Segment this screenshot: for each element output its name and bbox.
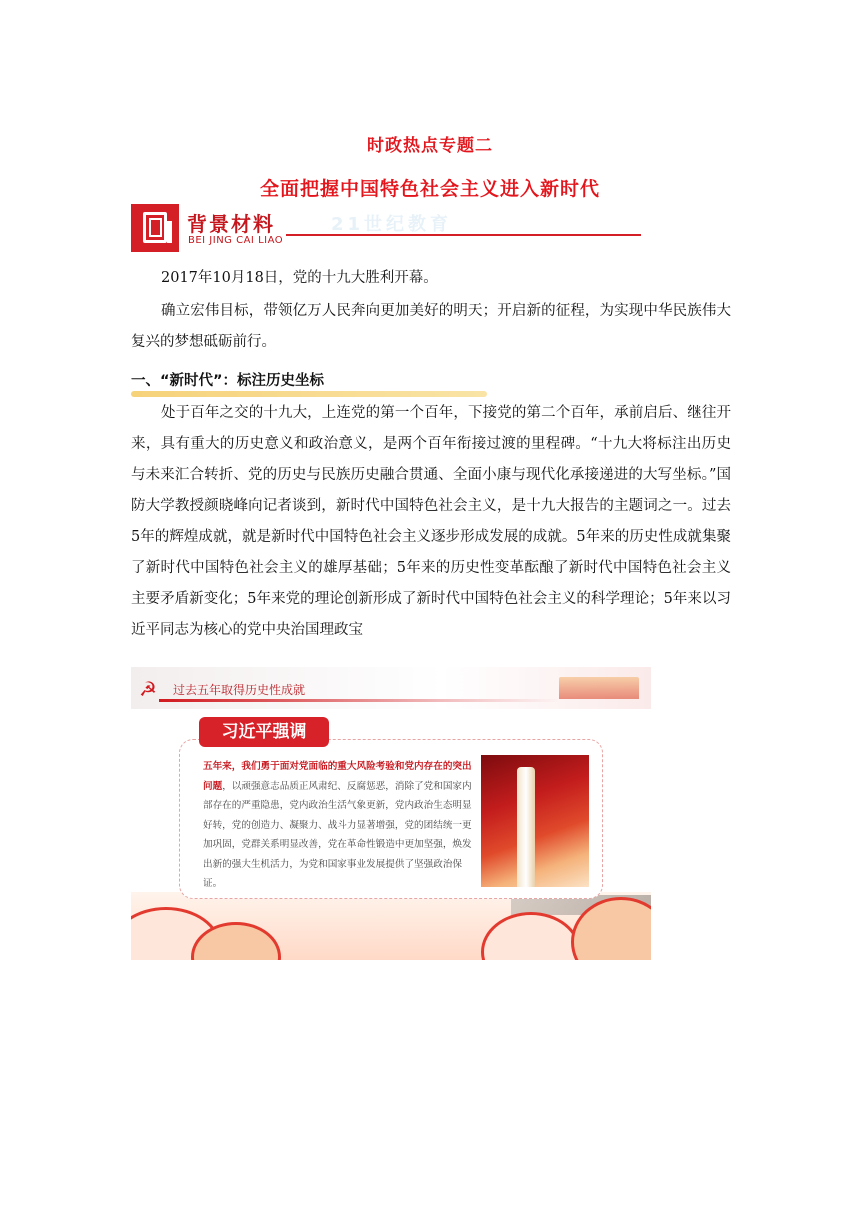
slide-title: 过去五年取得历史性成就 <box>173 683 306 697</box>
slide-title-line <box>159 699 559 702</box>
section-underline <box>131 391 487 397</box>
paragraph-1: 2017年10月18日，党的十九大胜利开幕。 <box>161 270 438 286</box>
document-icon <box>131 204 179 252</box>
slide-image <box>131 667 651 960</box>
huabiao-pillar-icon <box>517 767 535 887</box>
tiananmen-icon <box>559 677 639 699</box>
quote-highlight: 五年来，我们勇于面对党面临的重大风险考验和党内存在的突出问题 <box>203 761 472 792</box>
quote-text <box>203 757 475 894</box>
banner-label-en: BEI JING CAI LIAO <box>188 235 284 246</box>
quote-body: ，以顽强意志品质正风肃纪、反腐惩恶，消除了党和国家内部存在的严重隐患，党内政治生活气象更新，党内政治生态明显好转，党的创造力、凝聚力、战斗力显著增强，党的团结统一更加巩固，党群关系明显改善，党在革命性锻造中更加坚强，焕发出新的强大生机活力，为党和国家事业发展提供了坚强政治保证。 <box>203 780 472 889</box>
doc-title: 时政热点专题二 <box>367 136 493 156</box>
doc-subtitle: 全面把握中国特色社会主义进入新时代 <box>259 178 600 200</box>
section-heading: 一、“新时代”：标注历史坐标 <box>131 373 325 389</box>
background-material-banner <box>131 204 641 252</box>
quote-badge: 习近平强调 <box>199 717 329 747</box>
paragraph-2: 确立宏伟目标，带领亿万人民奔向更加美好的明天；开启新的征程，为实现中华民族伟大复兴的梦想砥砺前行。 <box>131 303 731 350</box>
hammer-sickle-icon: ☭ <box>139 677 157 701</box>
banner-label-cn: 背景材料 <box>187 212 275 236</box>
huabiao-photo <box>481 755 589 887</box>
banner-watermark: 21世纪教育 <box>331 214 453 235</box>
paragraph-3: 处于百年之交的十九大，上连党的第一个百年，下接党的第二个百年，承前启后、继往开来，具有重大的历史意义和政治意义，是两个百年衔接过渡的里程碑。“十九大将标注出历史与未来汇合转折、党的历史与民族历史融合贯通、全面小康与现代化承接递进的大写坐标。”国防大学教授颜晓峰向记者谈到，新时代中国特色社会主义，是十九大报告的主题词之一。过去5年的辉煌成就，就是新时代中国特色社会主义逐步形成发展的成就。5年来的历史性成就集聚了新时代中国特色社会主义的雄厚基础；5年来的历史性变革酝酿了新时代中国特色社会主义主要矛盾新变化；5年来党的理论创新形成了新时代中国特色社会主义的科学理论；5年来以习近平同志为核心的党中央治国理政宝 <box>131 405 731 638</box>
